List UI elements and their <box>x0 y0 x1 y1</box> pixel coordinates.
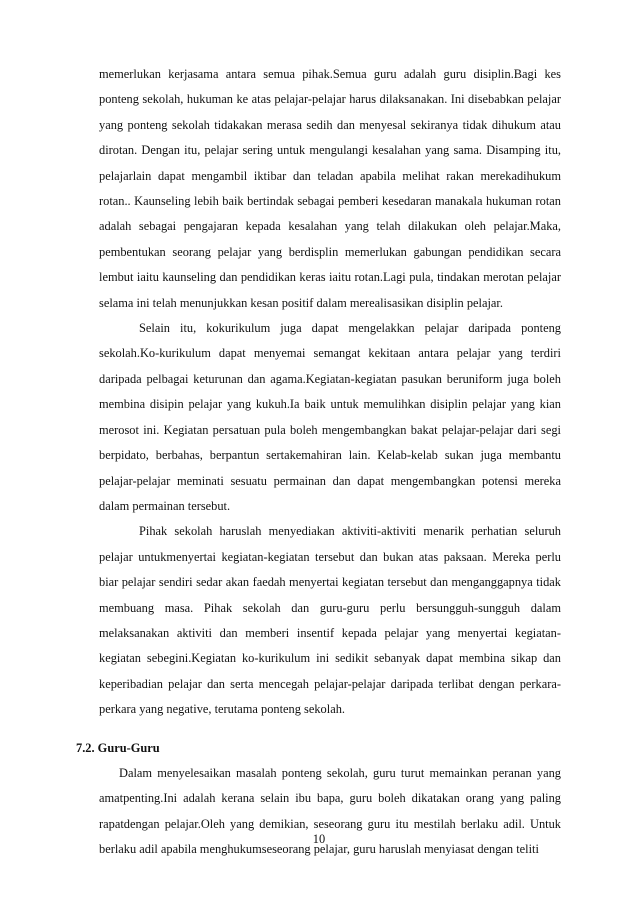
page-number: 10 <box>312 832 326 846</box>
paragraph-hukuman-rotan: memerlukan kerjasama antara semua pihak.Semua guru adalah guru disiplin.Bagi kes ponteng sekolah, hukuman ke atas pelajar-pelajar harus dilaksanakan. Ini disebabkan pelajar yang ponteng sekolah tidakakan merasa sedih dan menyesal sekiranya tidak dihukum atau dirotan. Dengan itu, pelajar sering untuk mengulangi kesalahan yang sama. Disamping itu, pelajarlain dapat mengambil iktibar dan teladan apabila melihat rakan merekadihukum rotan.. Kaunseling lebih baik bertindak sebagai pemberi kesedaran manakala hukuman rotan adalah sebagai pengajaran kepada kesalahan yang telah dilakukan oleh pelajar.Maka, pembentukan seorang pelajar yang berdisplin memerlukan gabungan pendidikan secara lembut iaitu kaunseling dan pendidikan keras iaitu rotan.Lagi pula, tindakan merotan pelajar selama ini telah menunjukkan kesan positif dalam merealisasikan disiplin pelajar. <box>99 67 561 310</box>
paragraph-pihak-sekolah: Pihak sekolah haruslah menyediakan aktiviti-aktiviti menarik perhatian seluruh pelajar untukmenyertai kegiatan-kegiatan tersebut dan bukan atas paksaan. Mereka perlu biar pelajar sendiri sedar akan faedah menyertai kegiatan tersebut dan menganggapnya tidak membuang masa. Pihak sekolah dan guru-guru perlu bersungguh-sungguh dalam melaksanakan aktiviti dan memberi insentif kepada pelajar yang menyertai kegiatan-kegiatan sebegini.Kegiatan ko-kurikulum ini sedikit sebanyak dapat membina sikap dan keperibadian pelajar dan serta mencegah pelajar-pelajar daripada terlibat dengan perkara-perkara yang negative, terutama ponteng sekolah. <box>99 524 561 717</box>
paragraph-kokurikulum: Selain itu, kokurikulum juga dapat mengelakkan pelajar daripada ponteng sekolah.Ko-kurikulum dapat menyemai semangat kekitaan antara pelajar yang terdiri daripada pelbagai keturunan dan agama.Kegiatan-kegiatan pasukan beruniform juga boleh membina disipin pelajar yang kukuh.Ia baik untuk memulihkan disiplin pelajar yang kian merosot ini. Kegiatan persatuan pula boleh mengembangkan bakat pelajar-pelajar dari segi berpidato, berbahas, berpantun sertakemahiran lain. Kelab-kelab sukan juga membantu pelajar-pelajar meminati sesuatu permainan dan dapat mengembangkan potensi mereka dalam permainan tersebut. <box>99 321 561 513</box>
section-heading-guru-guru: 7.2. Guru-Guru <box>76 740 160 755</box>
paragraph-peranan-guru: Dalam menyelesaikan masalah ponteng sekolah, guru turut memainkan peranan yang amatpenting.Ini adalah kerana selain ibu bapa, guru boleh dikatakan orang yang paling rapatdengan pelajar.Oleh yang demikian, seseorang guru itu mestilah berlaku adil. Untuk berlaku adil apabila menghukumseseorang pelajar, guru haruslah menyiasat dengan teliti <box>99 765 561 857</box>
document-body <box>76 62 561 863</box>
